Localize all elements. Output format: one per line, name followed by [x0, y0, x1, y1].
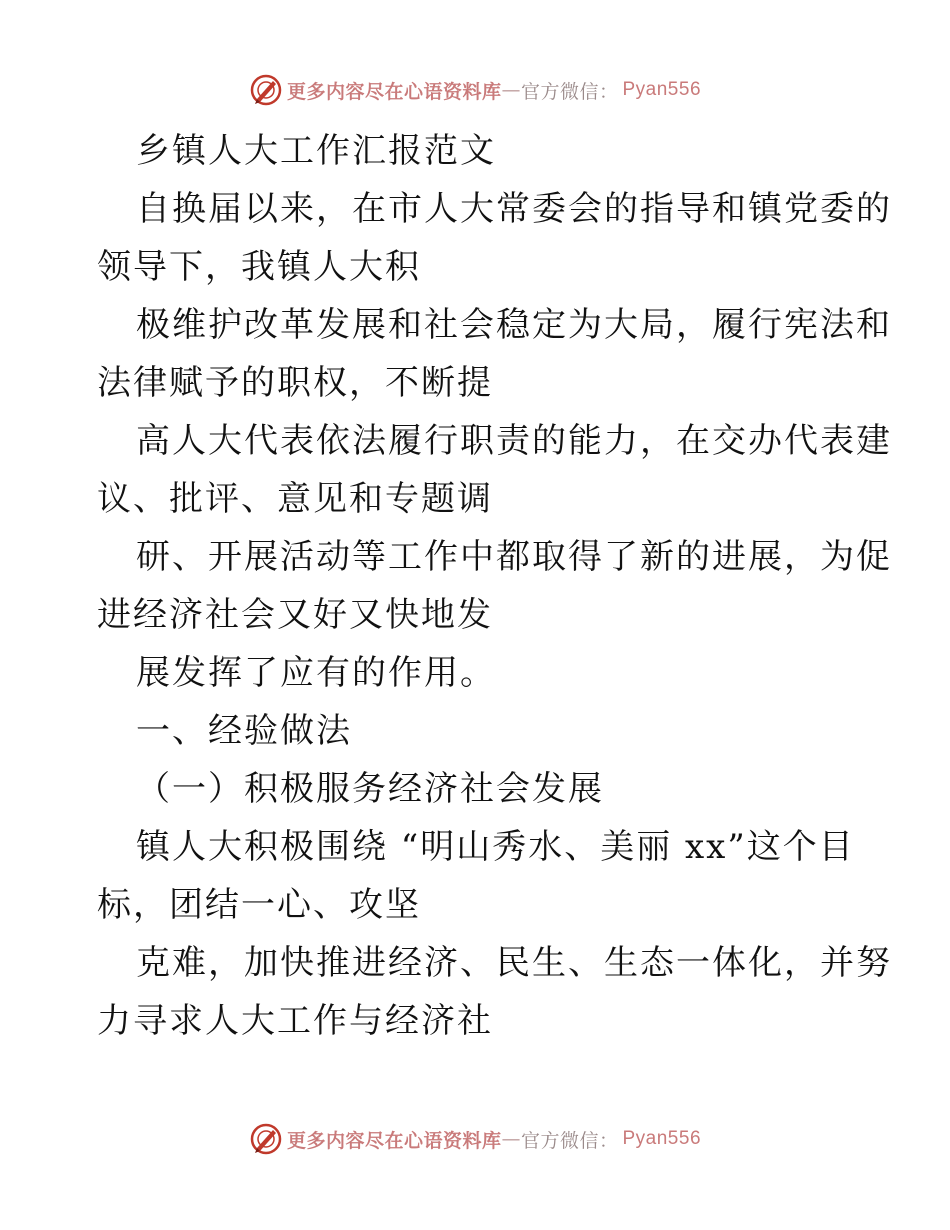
paragraph-line: 自换届以来，在市人大常委会的指导和镇党委的	[136, 189, 892, 229]
paragraph-line: 领导下，我镇人大积	[97, 247, 421, 287]
paragraph-line: 镇人大积极围绕 “明山秀水、美丽 xx”这个目	[136, 827, 855, 867]
paragraph-line: 一、经验做法	[136, 711, 352, 751]
paragraph-line: 高人大代表依法履行职责的能力，在交办代表建	[136, 421, 892, 461]
watermark-wechat-id: Pyan556	[622, 79, 702, 100]
paragraph-line: 研、开展活动等工作中都取得了新的进展，为促	[136, 537, 892, 577]
header-watermark	[0, 70, 950, 110]
watermark-wechat-id: Pyan556	[622, 1128, 702, 1149]
paragraph-line: 展发挥了应有的作用。	[136, 653, 496, 693]
footer-watermark	[0, 1119, 950, 1159]
watermark-official-label: 官方微信：	[520, 80, 619, 103]
document-title: 乡镇人大工作汇报范文	[136, 131, 496, 171]
pen-logo-icon	[249, 1122, 283, 1156]
watermark-dash: —	[501, 79, 521, 101]
watermark-chinese-text: 更多内容尽在心语资料库	[286, 1129, 502, 1152]
pen-logo-icon	[249, 73, 283, 107]
watermark-dash: —	[501, 1128, 521, 1150]
paragraph-line: （一）积极服务经济社会发展	[136, 769, 604, 809]
watermark-official-label: 官方微信：	[520, 1129, 619, 1152]
paragraph-line: 力寻求人大工作与经济社	[97, 1001, 493, 1041]
paragraph-line: 法律赋予的职权，不断提	[97, 363, 493, 403]
document-lines	[97, 180, 892, 1050]
paragraph-line: 克难，加快推进经济、民生、生态一体化，并努	[136, 943, 892, 983]
watermark-chinese-text: 更多内容尽在心语资料库	[286, 80, 502, 103]
document-body	[97, 122, 892, 1050]
paragraph-line: 进经济社会又好又快地发	[97, 595, 493, 635]
paragraph-line: 标，团结一心、攻坚	[97, 885, 421, 925]
paragraph-line: 议、批评、意见和专题调	[97, 479, 493, 519]
paragraph-line: 极维护改革发展和社会稳定为大局，履行宪法和	[136, 305, 892, 345]
